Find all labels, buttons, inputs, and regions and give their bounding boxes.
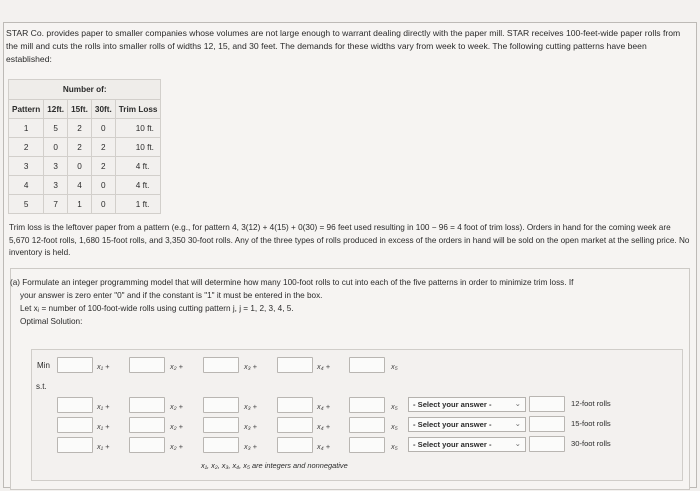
table-cell: 0	[91, 176, 115, 195]
table-cell: 3	[9, 157, 44, 176]
table-cell: 0	[44, 138, 68, 157]
var-x1-label: x₁ +	[97, 422, 110, 431]
var-x3-label: x₃ +	[244, 362, 257, 371]
table-cell: 4 ft.	[115, 176, 161, 195]
table-cell: 3	[44, 157, 68, 176]
question-text	[10, 276, 670, 328]
c1-coef-x2-input[interactable]	[129, 397, 165, 413]
table-cell: 2	[91, 138, 115, 157]
table-cell: 2	[68, 138, 92, 157]
table-cell: 10 ft.	[115, 138, 161, 157]
subject-to-label: s.t.	[36, 382, 47, 391]
constraint-label-30ft: 30-foot rolls	[571, 439, 611, 448]
table-cell: 2	[91, 157, 115, 176]
number-of-header: Number of:	[9, 80, 161, 100]
chevron-down-icon: ⌄	[514, 419, 521, 428]
objective-coef-x1-input[interactable]	[129, 357, 165, 373]
table-cell: 1	[68, 195, 92, 214]
constraint-label-15ft: 15-foot rolls	[571, 419, 611, 428]
table-cell: 5	[44, 119, 68, 138]
c3-relation-select[interactable]	[408, 437, 526, 452]
table-cell: 4	[68, 176, 92, 195]
c2-coef-x4-input[interactable]	[277, 417, 313, 433]
var-x4-label: x₄ +	[317, 362, 331, 371]
objective-coef-x4-input[interactable]	[349, 357, 385, 373]
table-cell: 1 ft.	[115, 195, 161, 214]
min-label: Min	[37, 361, 50, 370]
table-cell: 0	[91, 119, 115, 138]
table-group-header-row	[9, 80, 161, 100]
c2-relation-select[interactable]	[408, 417, 526, 432]
c3-coef-x3-input[interactable]	[203, 437, 239, 453]
var-x1-label: x₁ +	[97, 402, 110, 411]
chevron-down-icon: ⌄	[514, 439, 521, 448]
cutting-patterns-table	[8, 79, 161, 214]
objective-constant-input[interactable]	[57, 357, 93, 373]
table-header-row	[9, 100, 161, 119]
table-row	[9, 119, 161, 138]
var-x4-label: x₄ +	[317, 402, 331, 411]
table-row	[9, 195, 161, 214]
c3-select-text: - Select your answer -	[413, 440, 492, 449]
c1-rhs-input[interactable]	[529, 396, 565, 412]
c1-coef-x5-input[interactable]	[349, 397, 385, 413]
c2-coef-x1-input[interactable]	[57, 417, 93, 433]
intro-text: STAR Co. provides paper to smaller companies whose volumes are not large enough to warrant dealing directly with the paper mill. STAR receives 100-feet-wide paper rolls from the mill and cuts the rolls into smaller rolls of widths 12, 15, and 30 feet. The demands for these widths vary from week to week. The following cutting patterns have been established:	[6, 28, 681, 64]
var-x4-label: x₄ +	[317, 442, 331, 451]
c1-select-text: - Select your answer -	[413, 400, 492, 409]
table-cell: 0	[91, 195, 115, 214]
table-row	[9, 157, 161, 176]
c3-coef-x4-input[interactable]	[277, 437, 313, 453]
c2-rhs-input[interactable]	[529, 416, 565, 432]
c1-coef-x4-input[interactable]	[277, 397, 313, 413]
c3-coef-x1-input[interactable]	[57, 437, 93, 453]
chevron-down-icon: ⌄	[514, 399, 521, 408]
var-x2-label: x₂ +	[170, 402, 183, 411]
var-x1-label: x₁ +	[97, 362, 110, 371]
c3-coef-x5-input[interactable]	[349, 437, 385, 453]
col-header-30ft: 30ft.	[91, 100, 115, 119]
table-cell: 10 ft.	[115, 119, 161, 138]
question-line-2: your answer is zero enter "0" and if the constant is "1" it must be entered in the box.	[20, 291, 323, 300]
var-x1-label: x₁ +	[97, 442, 110, 451]
table-cell: 3	[44, 176, 68, 195]
table-cell: 7	[44, 195, 68, 214]
c3-coef-x2-input[interactable]	[129, 437, 165, 453]
question-line-3: Let xⱼ = number of 100-foot-wide rolls using cutting pattern j, j = 1, 2, 3, 4, 5.	[20, 304, 294, 313]
nonnegativity-note: x₁, x₂, x₃, x₄, x₅ are integers and nonnegative	[201, 461, 348, 470]
col-header-pattern: Pattern	[9, 100, 44, 119]
constraint-label-12ft: 12-foot rolls	[571, 399, 611, 408]
var-x3-label: x₃ +	[244, 402, 257, 411]
table-cell: 2	[9, 138, 44, 157]
var-x5-label: x₅	[391, 442, 398, 451]
var-x5-label: x₅	[391, 422, 398, 431]
c1-relation-select[interactable]	[408, 397, 526, 412]
c2-select-text: - Select your answer -	[413, 420, 492, 429]
optimal-solution-label: Optimal Solution:	[20, 317, 83, 326]
objective-coef-x3-input[interactable]	[277, 357, 313, 373]
c2-coef-x3-input[interactable]	[203, 417, 239, 433]
table-cell: 0	[68, 157, 92, 176]
question-line-1: (a) Formulate an integer programming model that will determine how many 100-foot rolls to cut into each of the five patterns in order to minimize trim loss. If	[10, 278, 574, 287]
var-x4-label: x₄ +	[317, 422, 331, 431]
c1-coef-x3-input[interactable]	[203, 397, 239, 413]
var-x5-label: x₅	[391, 402, 398, 411]
table-row	[9, 176, 161, 195]
intro-paragraph	[6, 27, 694, 66]
col-header-12ft: 12ft.	[44, 100, 68, 119]
col-header-trim-loss: Trim Loss	[115, 100, 161, 119]
var-x3-label: x₃ +	[244, 422, 257, 431]
c3-rhs-input[interactable]	[529, 436, 565, 452]
table-cell: 4	[9, 176, 44, 195]
col-header-15ft: 15ft.	[68, 100, 92, 119]
var-x5-label: x₅	[391, 362, 398, 371]
var-x2-label: x₂ +	[170, 422, 183, 431]
var-x2-label: x₂ +	[170, 362, 183, 371]
trim-loss-paragraph	[9, 222, 693, 260]
objective-coef-x2-input[interactable]	[203, 357, 239, 373]
c2-coef-x5-input[interactable]	[349, 417, 385, 433]
table-row	[9, 138, 161, 157]
trim-loss-text: Trim loss is the leftover paper from a pattern (e.g., for pattern 4, 3(12) + 4(15) + 0(30) = 96 feet used resulting in 100 − 96 = 4 foot of trim loss). Orders in hand for the coming week are 5,670 12-foot rolls, 1,680 15-foot rolls, and 3,350 30-foot rolls. Any of the three types of rolls produced in excess of the orders in hand will be sold on the open market at the selling price. No inventory is held.	[9, 223, 690, 257]
var-x3-label: x₃ +	[244, 442, 257, 451]
table-cell: 1	[9, 119, 44, 138]
table-cell: 4 ft.	[115, 157, 161, 176]
var-x2-label: x₂ +	[170, 442, 183, 451]
c1-coef-x1-input[interactable]	[57, 397, 93, 413]
table-cell: 2	[68, 119, 92, 138]
table-cell: 5	[9, 195, 44, 214]
c2-coef-x2-input[interactable]	[129, 417, 165, 433]
